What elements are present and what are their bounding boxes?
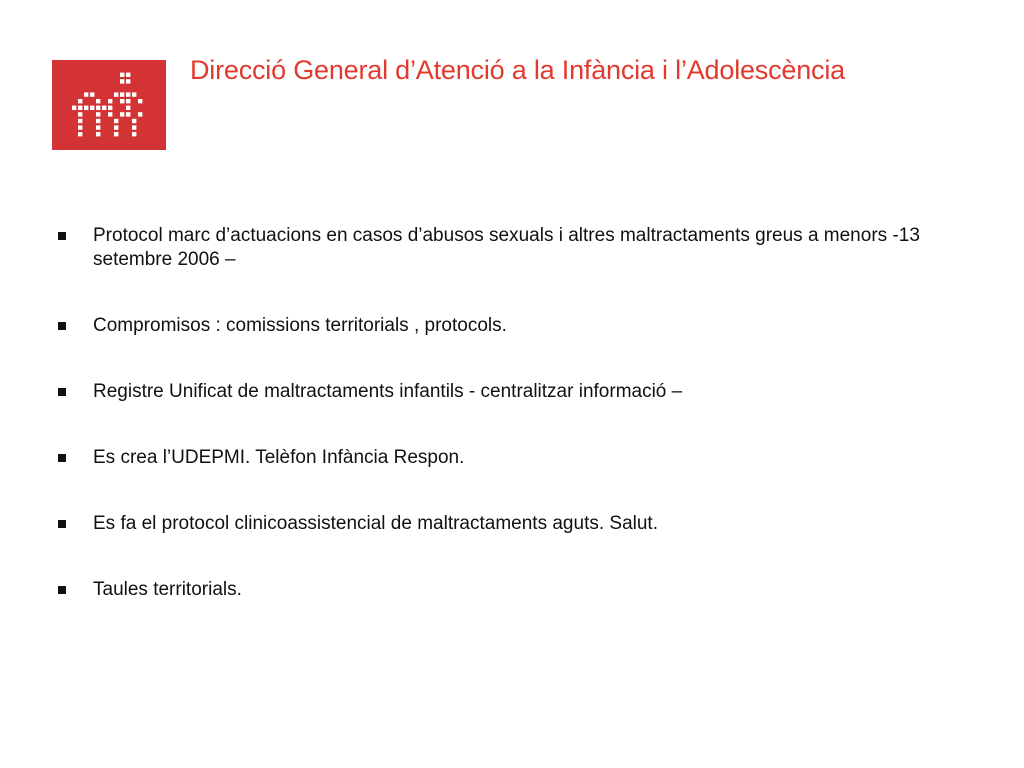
list-item-text: Taules territorials. <box>93 579 242 600</box>
square-bullet-icon <box>58 586 66 594</box>
list-item-text: Registre Unificat de maltractaments infantils - centralitzar informació – <box>93 381 683 402</box>
list-item-text: Protocol marc d’actuacions en casos d’abusos sexuals i altres maltractaments greus a menors -13 setembre 2006 – <box>93 225 920 270</box>
list-item <box>56 380 956 404</box>
bullet-list <box>56 224 956 644</box>
list-item-text: Es crea l’UDEPMI. Telèfon Infància Respon. <box>93 447 465 468</box>
list-item-text: Es fa el protocol clinicoassistencial de maltractaments aguts. Salut. <box>93 513 658 534</box>
list-item <box>56 224 956 272</box>
square-bullet-icon <box>58 322 66 330</box>
square-bullet-icon <box>58 520 66 528</box>
list-item <box>56 512 956 536</box>
square-bullet-icon <box>58 388 66 396</box>
page-title: Direcció General d’Atenció a la Infància i l’Adolescència <box>190 55 845 85</box>
list-item <box>56 314 956 338</box>
square-bullet-icon <box>58 232 66 240</box>
square-bullet-icon <box>58 454 66 462</box>
list-item <box>56 578 956 602</box>
children-dots-logo-icon <box>52 60 166 150</box>
list-item <box>56 446 956 470</box>
list-item-text: Compromisos : comissions territorials , protocols. <box>93 315 507 336</box>
